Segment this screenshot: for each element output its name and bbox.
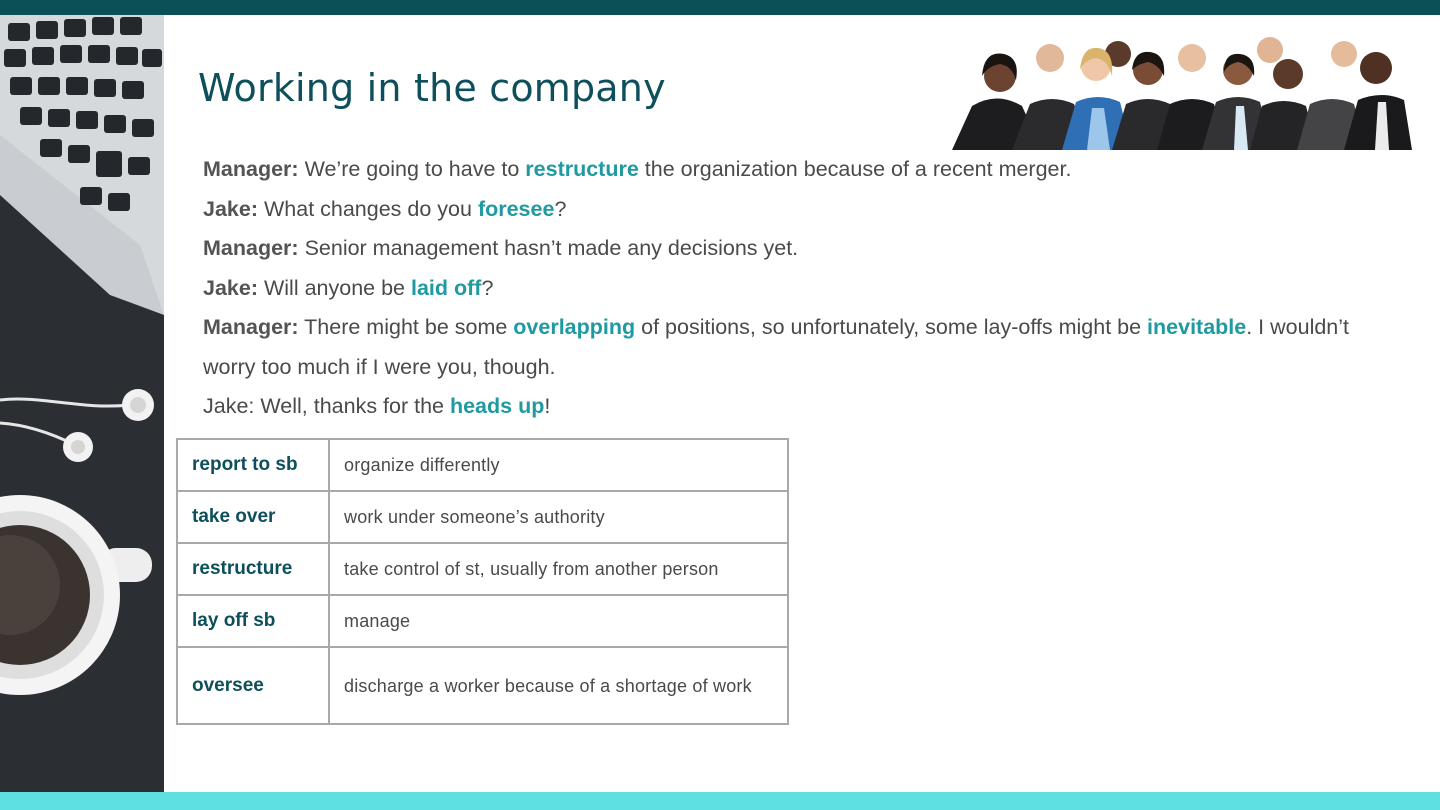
dialogue xyxy=(203,150,1403,427)
dialogue-line xyxy=(203,150,1403,190)
keyword: restructure xyxy=(525,157,639,181)
dialogue-text: We’re going to have to xyxy=(304,157,526,181)
speaker-label: Jake: xyxy=(203,275,258,300)
dialogue-text: ? xyxy=(554,196,567,221)
dialogue-text: the organization because of a recent merger. xyxy=(638,157,1072,181)
speaker-label: Manager: xyxy=(203,236,299,260)
definition-cell: organize differently xyxy=(329,439,788,491)
table-row xyxy=(177,439,788,491)
business-team-photo xyxy=(952,36,1412,150)
dialogue-text: What changes do you xyxy=(263,196,478,221)
dialogue-line xyxy=(203,308,1393,387)
keyword: foresee xyxy=(477,196,555,221)
dialogue-text: Jake: Well, thanks for the xyxy=(203,394,450,418)
top-accent-bar xyxy=(0,0,1440,15)
speaker-label: Manager: xyxy=(203,315,299,339)
dialogue-text: There might be some xyxy=(304,315,514,339)
term-cell: report to sb xyxy=(177,439,329,491)
table-row xyxy=(177,543,788,595)
dialogue-text: of positions, so unfortunately, some lay-offs might be xyxy=(635,315,1148,339)
dialogue-line xyxy=(203,387,1403,427)
speaker-label: Manager: xyxy=(203,157,299,181)
dialogue-line xyxy=(203,269,1403,309)
keyword: laid off xyxy=(410,275,482,300)
definition-cell: discharge a worker because of a shortage of work xyxy=(329,647,788,724)
dialogue-line xyxy=(203,190,1403,230)
term-cell: restructure xyxy=(177,543,329,595)
vocabulary-table xyxy=(176,438,789,725)
term-cell: lay off sb xyxy=(177,595,329,647)
dialogue-text: ! xyxy=(544,394,551,418)
definition-cell: take control of st, usually from another person xyxy=(329,543,788,595)
dialogue-text: Senior management hasn’t made any decisions yet. xyxy=(304,236,799,260)
keyword: heads up xyxy=(449,394,545,418)
definition-cell: manage xyxy=(329,595,788,647)
slide-title: Working in the company xyxy=(198,66,666,110)
table-row xyxy=(177,491,788,543)
dialogue-text: ? xyxy=(481,275,494,300)
dialogue-text: Will anyone be xyxy=(263,275,411,300)
bottom-accent-bar xyxy=(0,792,1440,810)
table-row xyxy=(177,595,788,647)
term-cell: take over xyxy=(177,491,329,543)
dialogue-text: . I wouldn’t worry too much if I were you, though. xyxy=(203,315,1350,379)
table-row xyxy=(177,647,788,724)
keyword: overlapping xyxy=(513,315,636,339)
speaker-label: Jake: xyxy=(203,196,258,221)
definition-cell: work under someone’s authority xyxy=(329,491,788,543)
desk-photo xyxy=(0,15,164,792)
dialogue-line xyxy=(203,229,1403,269)
keyword: inevitable xyxy=(1147,315,1247,339)
term-cell: oversee xyxy=(177,647,329,724)
